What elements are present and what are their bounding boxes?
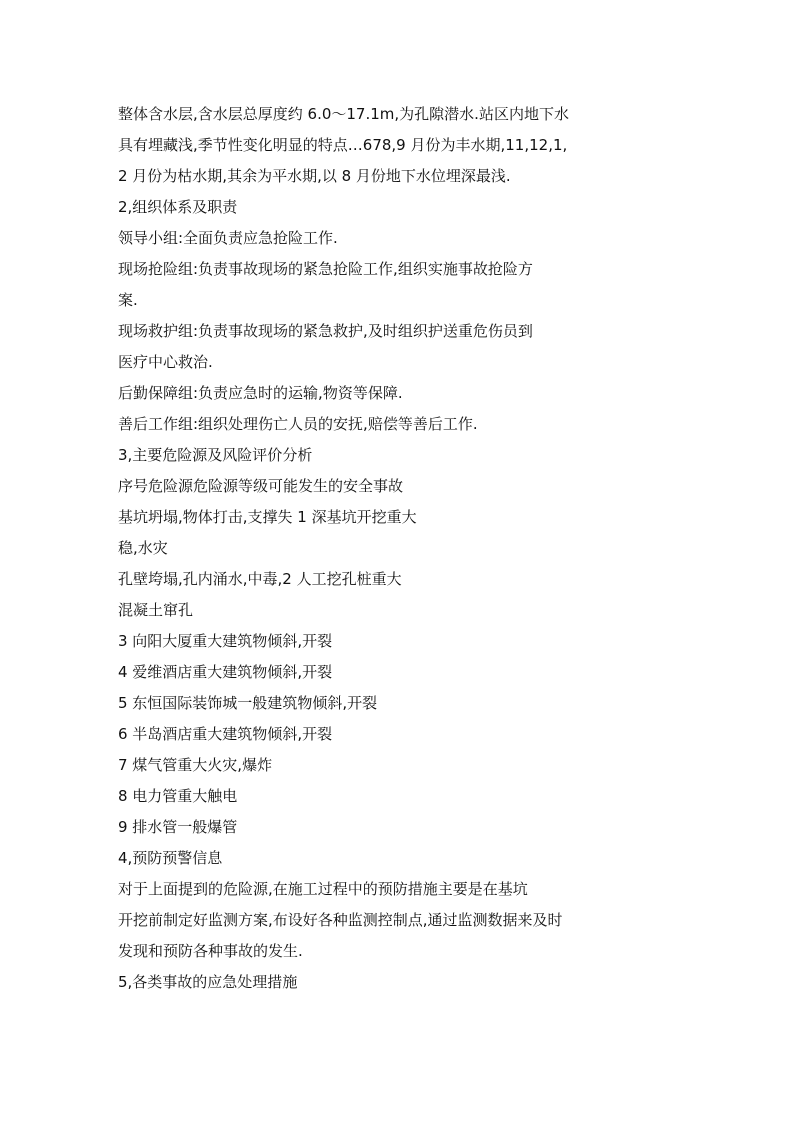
paragraph-line: 2 月份为枯水期,其余为平水期,以 8 月份地下水位埋深最浅. <box>118 167 511 185</box>
table-header-line: 序号危险源危险源等级可能发生的安全事故 <box>118 477 404 495</box>
table-row-line: 稳,水灾 <box>118 539 168 557</box>
section-heading-emergency-measures: 5,各类事故的应急处理措施 <box>118 973 298 991</box>
table-row-line: 4 爱维酒店重大建筑物倾斜,开裂 <box>118 663 333 681</box>
paragraph-line: 整体含水层,含水层总厚度约 6.0～17.1m,为孔隙潜水.站区内地下水 <box>118 105 569 123</box>
paragraph-line: 现场抢险组:负责事故现场的紧急抢险工作,组织实施事故抢险方 <box>118 260 533 278</box>
table-row-line: 孔壁垮塌,孔内涌水,中毒,2 人工挖孔桩重大 <box>118 570 402 588</box>
paragraph-line: 领导小组:全面负责应急抢险工作. <box>118 229 338 247</box>
paragraph-line: 开挖前制定好监测方案,布设好各种监测控制点,通过监测数据来及时 <box>118 911 563 929</box>
table-row-line: 3 向阳大厦重大建筑物倾斜,开裂 <box>118 632 333 650</box>
table-row-line: 6 半岛酒店重大建筑物倾斜,开裂 <box>118 725 333 743</box>
table-row-line: 基坑坍塌,物体打击,支撑失 1 深基坑开挖重大 <box>118 508 417 526</box>
document-body <box>118 99 588 998</box>
table-row-line: 9 排水管一般爆管 <box>118 818 238 836</box>
table-row-line: 7 煤气管重大火灾,爆炸 <box>118 756 273 774</box>
paragraph-line: 具有埋藏浅,季节性变化明显的特点…678,9 月份为丰水期,11,12,1, <box>118 136 568 154</box>
paragraph-line: 善后工作组:组织处理伤亡人员的安抚,赔偿等善后工作. <box>118 415 478 433</box>
table-row-line: 混凝土窜孔 <box>118 601 194 619</box>
table-row-line: 5 东恒国际装饰城一般建筑物倾斜,开裂 <box>118 694 378 712</box>
paragraph-line: 后勤保障组:负责应急时的运输,物资等保障. <box>118 384 403 402</box>
paragraph-line: 现场救护组:负责事故现场的紧急救护,及时组织护送重危伤员到 <box>118 322 533 340</box>
section-heading-warning: 4,预防预警信息 <box>118 849 223 867</box>
paragraph-line: 医疗中心救治. <box>118 353 213 371</box>
section-heading-organization: 2,组织体系及职责 <box>118 198 238 216</box>
section-heading-hazards: 3,主要危险源及风险评价分析 <box>118 446 313 464</box>
paragraph-line: 案. <box>118 291 138 309</box>
paragraph-line: 发现和预防各种事故的发生. <box>118 942 303 960</box>
table-row-line: 8 电力管重大触电 <box>118 787 238 805</box>
paragraph-line: 对于上面提到的危险源,在施工过程中的预防措施主要是在基坑 <box>118 880 528 898</box>
